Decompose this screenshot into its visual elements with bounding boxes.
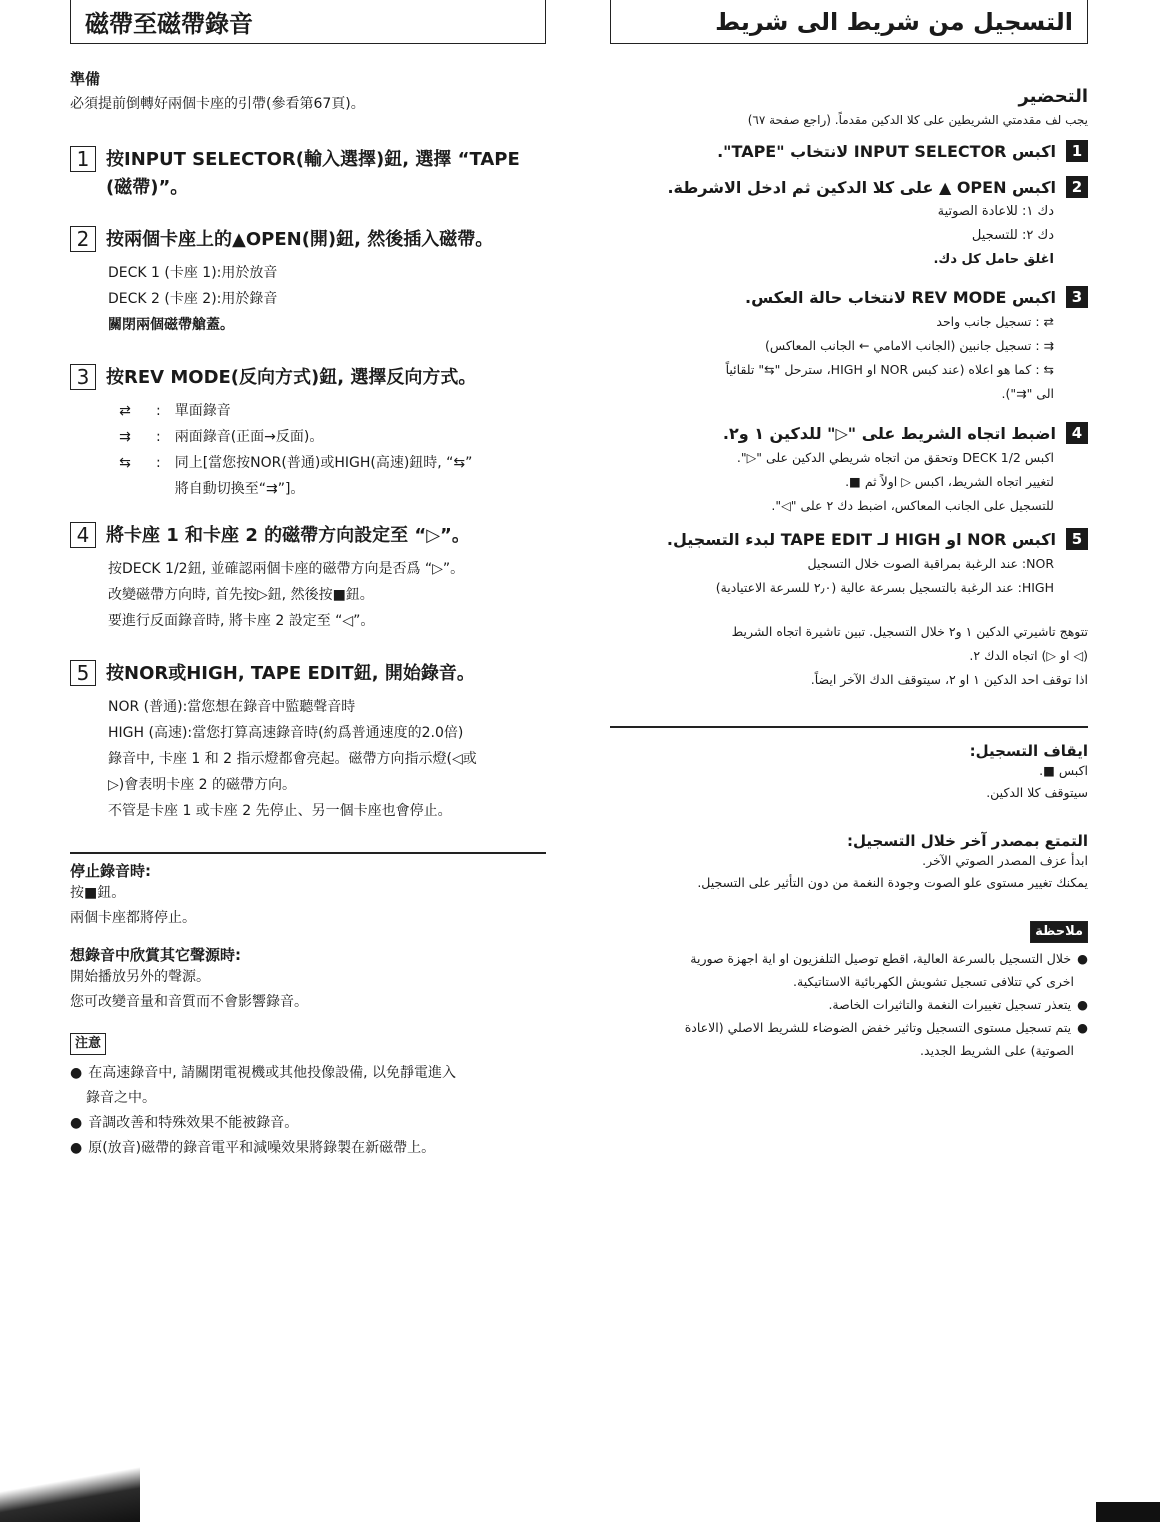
step-detail: تتوهج تاشيرتي الدكين ١ و٢ خلال التسجيل. تبين تاشيرة اتجاه الشريط bbox=[731, 624, 1088, 639]
note-item: الصوتية) على الشريط الجديد. bbox=[920, 1043, 1074, 1058]
step-detail: 要進行反面錄音時, 將卡座 2 設定至 “◁”。 bbox=[108, 613, 375, 629]
step-detail: ⇉ : تسجيل جانبين (الجانب الامامي ← الجانب المعاكس) bbox=[765, 338, 1054, 353]
note-item: ● يتم تسجيل مستوى التسجيل وتاثير خفض الضوضاء للشريط الاصلي (الاعادة bbox=[684, 1020, 1088, 1035]
step-5 bbox=[610, 528, 1088, 692]
note-item: ● يتعذر تسجيل تغييرات النغمة والتاثيرات الخاصة. bbox=[828, 997, 1088, 1012]
step-5 bbox=[70, 660, 546, 824]
step-detail: ⇄ : تسجيل جانب واحد bbox=[936, 314, 1054, 329]
enjoy-line: ابدأ عزف المصدر الصوتي الآخر. bbox=[922, 853, 1088, 868]
section-divider bbox=[70, 852, 546, 854]
step-number: 4 bbox=[70, 522, 96, 548]
step-1 bbox=[70, 146, 546, 202]
step-3 bbox=[610, 286, 1088, 406]
stop-line: سيتوقف كلا الدكين. bbox=[986, 785, 1088, 800]
mode-row: ⇉ : 兩面錄音(正面→反面)。 bbox=[108, 424, 546, 450]
mode-row: ⇄ : 單面錄音 bbox=[108, 398, 546, 424]
step-detail: دك ٢: للتسجيل bbox=[971, 228, 1054, 243]
step-number: 1 bbox=[70, 146, 96, 172]
step-detail: اذا توقف احد الدكين ١ او ٢، سيتوقف الدك الآخر ايضاً. bbox=[810, 672, 1088, 687]
enjoy-heading: التمتع بمصدر آخر خلال التسجيل: bbox=[847, 832, 1088, 850]
page-title: 磁帶至磁帶錄音 bbox=[70, 0, 546, 44]
step-detail: لتغيير اتجاه الشريط، اكبس ▷ اولاً ثم ■. bbox=[845, 474, 1054, 489]
stop-heading: 停止錄音時: bbox=[70, 862, 151, 880]
step-detail: دك ١: للاعادة الصوتية bbox=[937, 204, 1054, 219]
note-label: ملاحظة bbox=[1030, 921, 1088, 943]
step-title: 將卡座 1 和卡座 2 的磁帶方向設定至 “▷”。 bbox=[106, 525, 470, 546]
step-title: اضبط اتجاه الشريط على "▷" للدكين ١ و٢. bbox=[722, 424, 1056, 443]
step-number: 3 bbox=[70, 364, 96, 390]
stop-section bbox=[610, 742, 1088, 804]
note-item: اخرى كي تتلافى تسجيل تشويش الكهربائية الاستاتيكية. bbox=[793, 974, 1074, 989]
page-title-arabic: التسجيل من شريط الى شريط bbox=[610, 0, 1088, 44]
step-title: 按兩個卡座上的▲OPEN(開)鈕, 然後插入磁帶。 bbox=[106, 229, 494, 250]
enjoy-line: 您可改變音量和音質而不會影響錄音。 bbox=[70, 994, 308, 1010]
page-corner-mark bbox=[1096, 1502, 1160, 1522]
prep-heading: التحضير bbox=[1018, 86, 1088, 107]
single-side-icon: ⇄ bbox=[119, 403, 131, 419]
step-detail: 不管是卡座 1 或卡座 2 先停止、另一個卡座也會停止。 bbox=[108, 803, 452, 819]
mode-row: 將自動切換至“⇉”]。 bbox=[174, 481, 305, 497]
note-item: ● خلال التسجيل بالسرعة العالية، اقطع توصيل التلفزيون او اية اجهزة صورية bbox=[690, 951, 1088, 966]
note-item: 錄音之中。 bbox=[86, 1090, 156, 1106]
step-detail: HIGH: عند الرغبة بالتسجيل بسرعة عالية (٢٫٠ للسرعة الاعتيادية) bbox=[715, 580, 1054, 595]
step-title: اكبس INPUT SELECTOR لانتخاب "TAPE". bbox=[717, 142, 1056, 161]
step-number: 2 bbox=[70, 226, 96, 252]
step-number: 1 bbox=[1066, 140, 1088, 162]
stop-heading: ايقاف التسجيل: bbox=[969, 742, 1088, 760]
step-detail: 錄音中, 卡座 1 和 2 指示燈都會亮起。磁帶方向指示燈(◁或 bbox=[108, 751, 477, 767]
step-detail: ⇆ : كما هو اعلاه (عند كبس NOR او HIGH، سترحل "⇆" تلقائياً bbox=[725, 362, 1054, 377]
step-detail: اغلق حامل كل دك. bbox=[933, 252, 1054, 267]
scan-shadow bbox=[0, 1462, 140, 1522]
note-item: ● 原(放音)磁帶的錄音電平和減噪效果將錄製在新磁帶上。 bbox=[70, 1140, 436, 1156]
step-detail: NOR: عند الرغبة بمراقبة الصوت خلال التسجيل bbox=[807, 556, 1054, 571]
enjoy-section bbox=[70, 944, 546, 1015]
step-title: اكبس OPEN ▲ على كلا الدكين ثم ادخل الاشرطة. bbox=[667, 178, 1056, 197]
note-item: ● 在高速錄音中, 請關閉電視機或其他投像設備, 以免靜電進入 bbox=[70, 1065, 457, 1081]
step-detail: DECK 2 (卡座 2):用於錄音 bbox=[108, 291, 278, 307]
enjoy-line: يمكنك تغيير مستوى علو الصوت وجودة النغمة من دون التأثير على التسجيل. bbox=[697, 875, 1088, 890]
step-detail: DECK 1 (卡座 1):用於放音 bbox=[108, 265, 278, 281]
step-2 bbox=[610, 176, 1088, 272]
step-detail: ▷)會表明卡座 2 的磁帶方向。 bbox=[108, 777, 297, 793]
step-number: 5 bbox=[1066, 528, 1088, 550]
step-2 bbox=[70, 226, 546, 338]
enjoy-line: 開始播放另外的聲源。 bbox=[70, 969, 210, 985]
step-title: 按INPUT SELECTOR(輸入選擇)鈕, 選擇 “TAPE (磁帶)”。 bbox=[106, 149, 520, 198]
step-number: 3 bbox=[1066, 286, 1088, 308]
chinese-column bbox=[70, 0, 546, 1522]
step-title: اكبس NOR او HIGH لـ TAPE EDIT لبدء التسجيل. bbox=[666, 530, 1056, 549]
step-4 bbox=[70, 522, 546, 634]
note-item: ● 音調改善和特殊效果不能被錄音。 bbox=[70, 1115, 299, 1131]
stop-line: 按■鈕。 bbox=[70, 885, 126, 901]
stop-section bbox=[70, 860, 546, 931]
arabic-column bbox=[610, 0, 1088, 1522]
step-number: 4 bbox=[1066, 422, 1088, 444]
step-detail: NOR (普通):當您想在錄音中監聽聲音時 bbox=[108, 699, 356, 715]
step-number: 2 bbox=[1066, 176, 1088, 198]
step-detail: (◁ او ▷) اتجاه الدك ٢. bbox=[969, 648, 1088, 663]
notes-section bbox=[70, 1032, 546, 1161]
enjoy-heading: 想錄音中欣賞其它聲源時: bbox=[70, 946, 241, 964]
step-title: 按REV MODE(反向方式)鈕, 選擇反向方式。 bbox=[106, 367, 477, 388]
prep-text: يجب لف مقدمتي الشريطين على كلا الدكين مقدماً. (راجع صفحة ٦٧) bbox=[747, 113, 1088, 127]
step-detail: الى "⇉"). bbox=[1001, 386, 1054, 401]
stop-line: 兩個卡座都將停止。 bbox=[70, 910, 196, 926]
step-4 bbox=[610, 422, 1088, 518]
auto-reverse-icon: ⇆ bbox=[119, 455, 131, 471]
stop-line: اكبس ■. bbox=[1039, 763, 1088, 778]
prep-text: 必須提前倒轉好兩個卡座的引帶(參看第67頁)。 bbox=[70, 96, 365, 112]
step-title: 按NOR或HIGH, TAPE EDIT鈕, 開始錄音。 bbox=[106, 663, 475, 684]
mode-row: ⇆ : 同上[當您按NOR(普通)或HIGH(高速)鈕時, “⇆” bbox=[108, 450, 546, 476]
step-detail: للتسجيل على الجانب المعاكس، اضبط دك ٢ على "◁". bbox=[771, 498, 1054, 513]
step-detail: 改變磁帶方向時, 首先按▷鈕, 然後按■鈕。 bbox=[108, 587, 374, 603]
step-detail: 按DECK 1/2鈕, 並確認兩個卡座的磁帶方向是否爲 “▷”。 bbox=[108, 561, 465, 577]
note-label: 注意 bbox=[70, 1033, 106, 1055]
step-detail: HIGH (高速):當您打算高速錄音時(約爲普通速度的2.0倍) bbox=[108, 725, 464, 741]
step-1 bbox=[610, 140, 1088, 164]
enjoy-section bbox=[610, 832, 1088, 894]
step-title: اكبس REV MODE لانتخاب حالة العكس. bbox=[744, 288, 1056, 307]
step-3 bbox=[70, 364, 546, 502]
notes-section bbox=[610, 920, 1088, 1062]
step-detail: 關閉兩個磁帶艙蓋。 bbox=[108, 317, 234, 333]
step-number: 5 bbox=[70, 660, 96, 686]
prep-heading: 準備 bbox=[70, 70, 101, 88]
step-detail: اكبس DECK 1/2 وتحقق من اتجاه شريطي الدكين على "▷". bbox=[736, 450, 1054, 465]
section-divider bbox=[610, 726, 1088, 728]
two-side-icon: ⇉ bbox=[119, 429, 131, 445]
